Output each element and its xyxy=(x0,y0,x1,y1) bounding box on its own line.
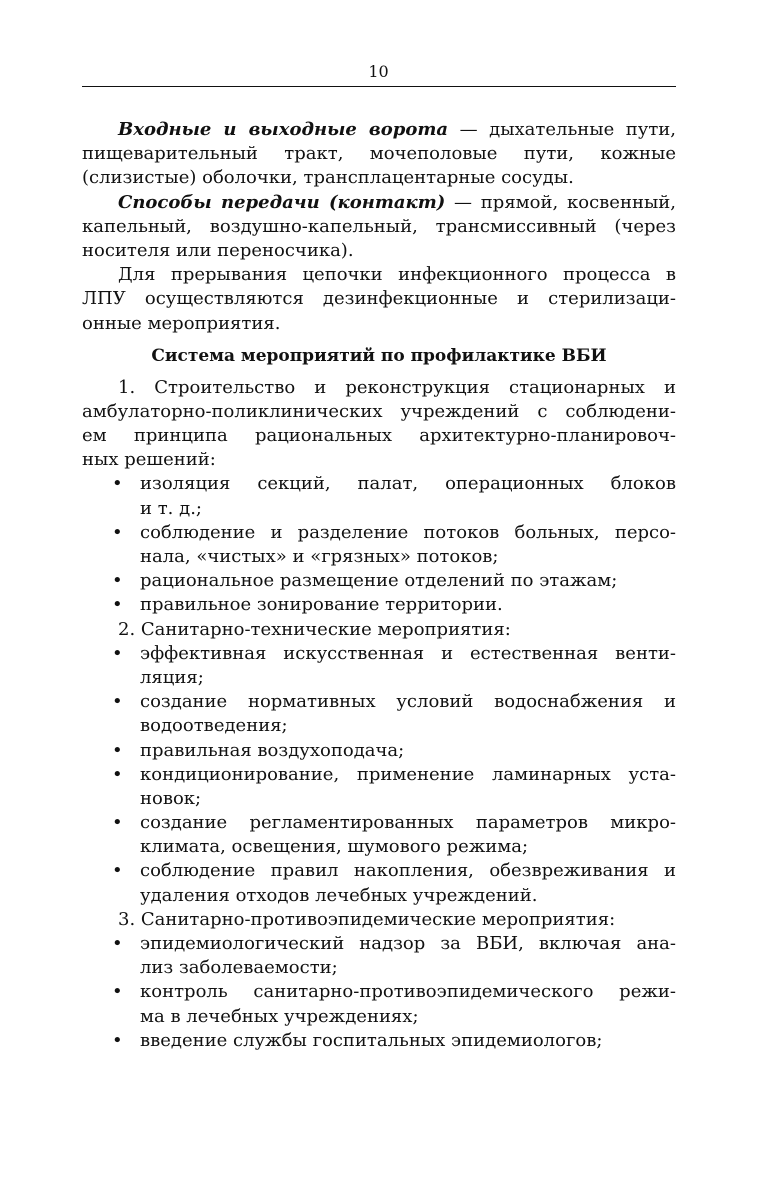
bullet-icon: • xyxy=(112,473,123,495)
term-transmission-routes: Способы передачи (контакт) xyxy=(118,191,446,213)
bullet-list-3: • эпидемиологический надзор за ВБИ, включая ана- лиз заболеваемости; • контроль санитарно-противоэпидемического режи- ма в лечебных учреждениях; • введение службы госпитальных эпидемиологов; xyxy=(82,932,676,1053)
page-number: 10 xyxy=(368,62,389,81)
list-item: • соблюдение и разделение потоков больных, персо- xyxy=(82,521,676,545)
section-heading: Система мероприятий по профилактике ВБИ xyxy=(151,345,607,366)
paragraph-entry-exit-gates: Входные и выходные ворота — дыхательные пути, пищеварительный тракт, мочеполовые пути, кожные (слизистые) оболочки, трансплацентарные сосуды. xyxy=(82,119,677,189)
term-entry-exit-gates: Входные и выходные ворота xyxy=(118,119,449,140)
bullet-icon: • xyxy=(112,763,123,785)
bullet-icon: • xyxy=(112,594,123,616)
bullet-list-1: • изоляция секций, палат, операционных блоков и т. д.; • соблюдение и разделение потоков больных, персо- нала, «чистых» и «грязных» потоков; • рациональное размещение отделений по этажам; • правильное зонирование территории. xyxy=(82,472,676,617)
list-item: • эффективная искусственная и естественная венти- xyxy=(82,642,676,666)
list-item: • кондиционирование, применение ламинарных уста- xyxy=(82,763,676,787)
header-rule xyxy=(82,86,676,87)
bullet-icon: • xyxy=(112,642,123,664)
list-item: • контроль санитарно-противоэпидемического режи- xyxy=(82,980,676,1004)
bullet-icon: • xyxy=(112,812,123,834)
list-item: • рациональное размещение отделений по этажам; xyxy=(82,569,676,593)
bullet-icon: • xyxy=(112,521,123,543)
bullet-list-2: • эффективная искусственная и естественная венти- ляция; • создание нормативных условий водоснабжения и водоотведения; • правильная воздухоподача; • кондиционирование, применение ламинарных уста- новок; • создание регламентированных параметров микро- климата, освещения, шумового режима; • соблюдение правил накопления, обезвреживания и удаления отходов лечебных учреждений. xyxy=(82,642,676,908)
list-item: • правильное зонирование территории. xyxy=(82,593,676,617)
item-3: 3. Санитарно-противоэпидемические мероприятия: xyxy=(118,908,616,930)
bullet-icon: • xyxy=(112,933,123,954)
list-item: • создание регламентированных параметров микро- xyxy=(82,811,676,835)
paragraph-transmission-routes: Способы передачи (контакт) — прямой, косвенный, капельный, воздушно-капельный, трансмиссивный (через носителя или переносчика). xyxy=(82,191,676,261)
list-item: • изоляция секций, палат, операционных блоков xyxy=(82,472,676,496)
bullet-icon: • xyxy=(112,739,123,761)
bullet-icon: • xyxy=(112,691,123,713)
item-1: 1. Строительство и реконструкция стационарных и амбулаторно-поликлинических учреждений с соблюдени- ем принципа рациональных архитектурно-планировоч- ных решений: xyxy=(82,376,676,471)
bullet-icon: • xyxy=(112,981,123,1003)
bullet-icon: • xyxy=(112,860,123,882)
list-item: • эпидемиологический надзор за ВБИ, включая ана- xyxy=(82,932,676,956)
list-item: • введение службы госпитальных эпидемиологов; xyxy=(82,1029,676,1053)
page-body xyxy=(82,118,676,1053)
paragraph-interruption: Для прерывания цепочки инфекционного процесса в ЛПУ осуществляются дезинфекционные и стерилизаци- онные мероприятия. xyxy=(82,264,676,334)
list-item: • правильная воздухоподача; xyxy=(82,739,676,763)
bullet-icon: • xyxy=(112,1029,123,1051)
list-item: • создание нормативных условий водоснабжения и xyxy=(82,690,676,714)
item-2: 2. Санитарно-технические мероприятия: xyxy=(118,618,511,640)
bullet-icon: • xyxy=(112,570,123,592)
list-item: • соблюдение правил накопления, обезвреживания и xyxy=(82,859,676,883)
